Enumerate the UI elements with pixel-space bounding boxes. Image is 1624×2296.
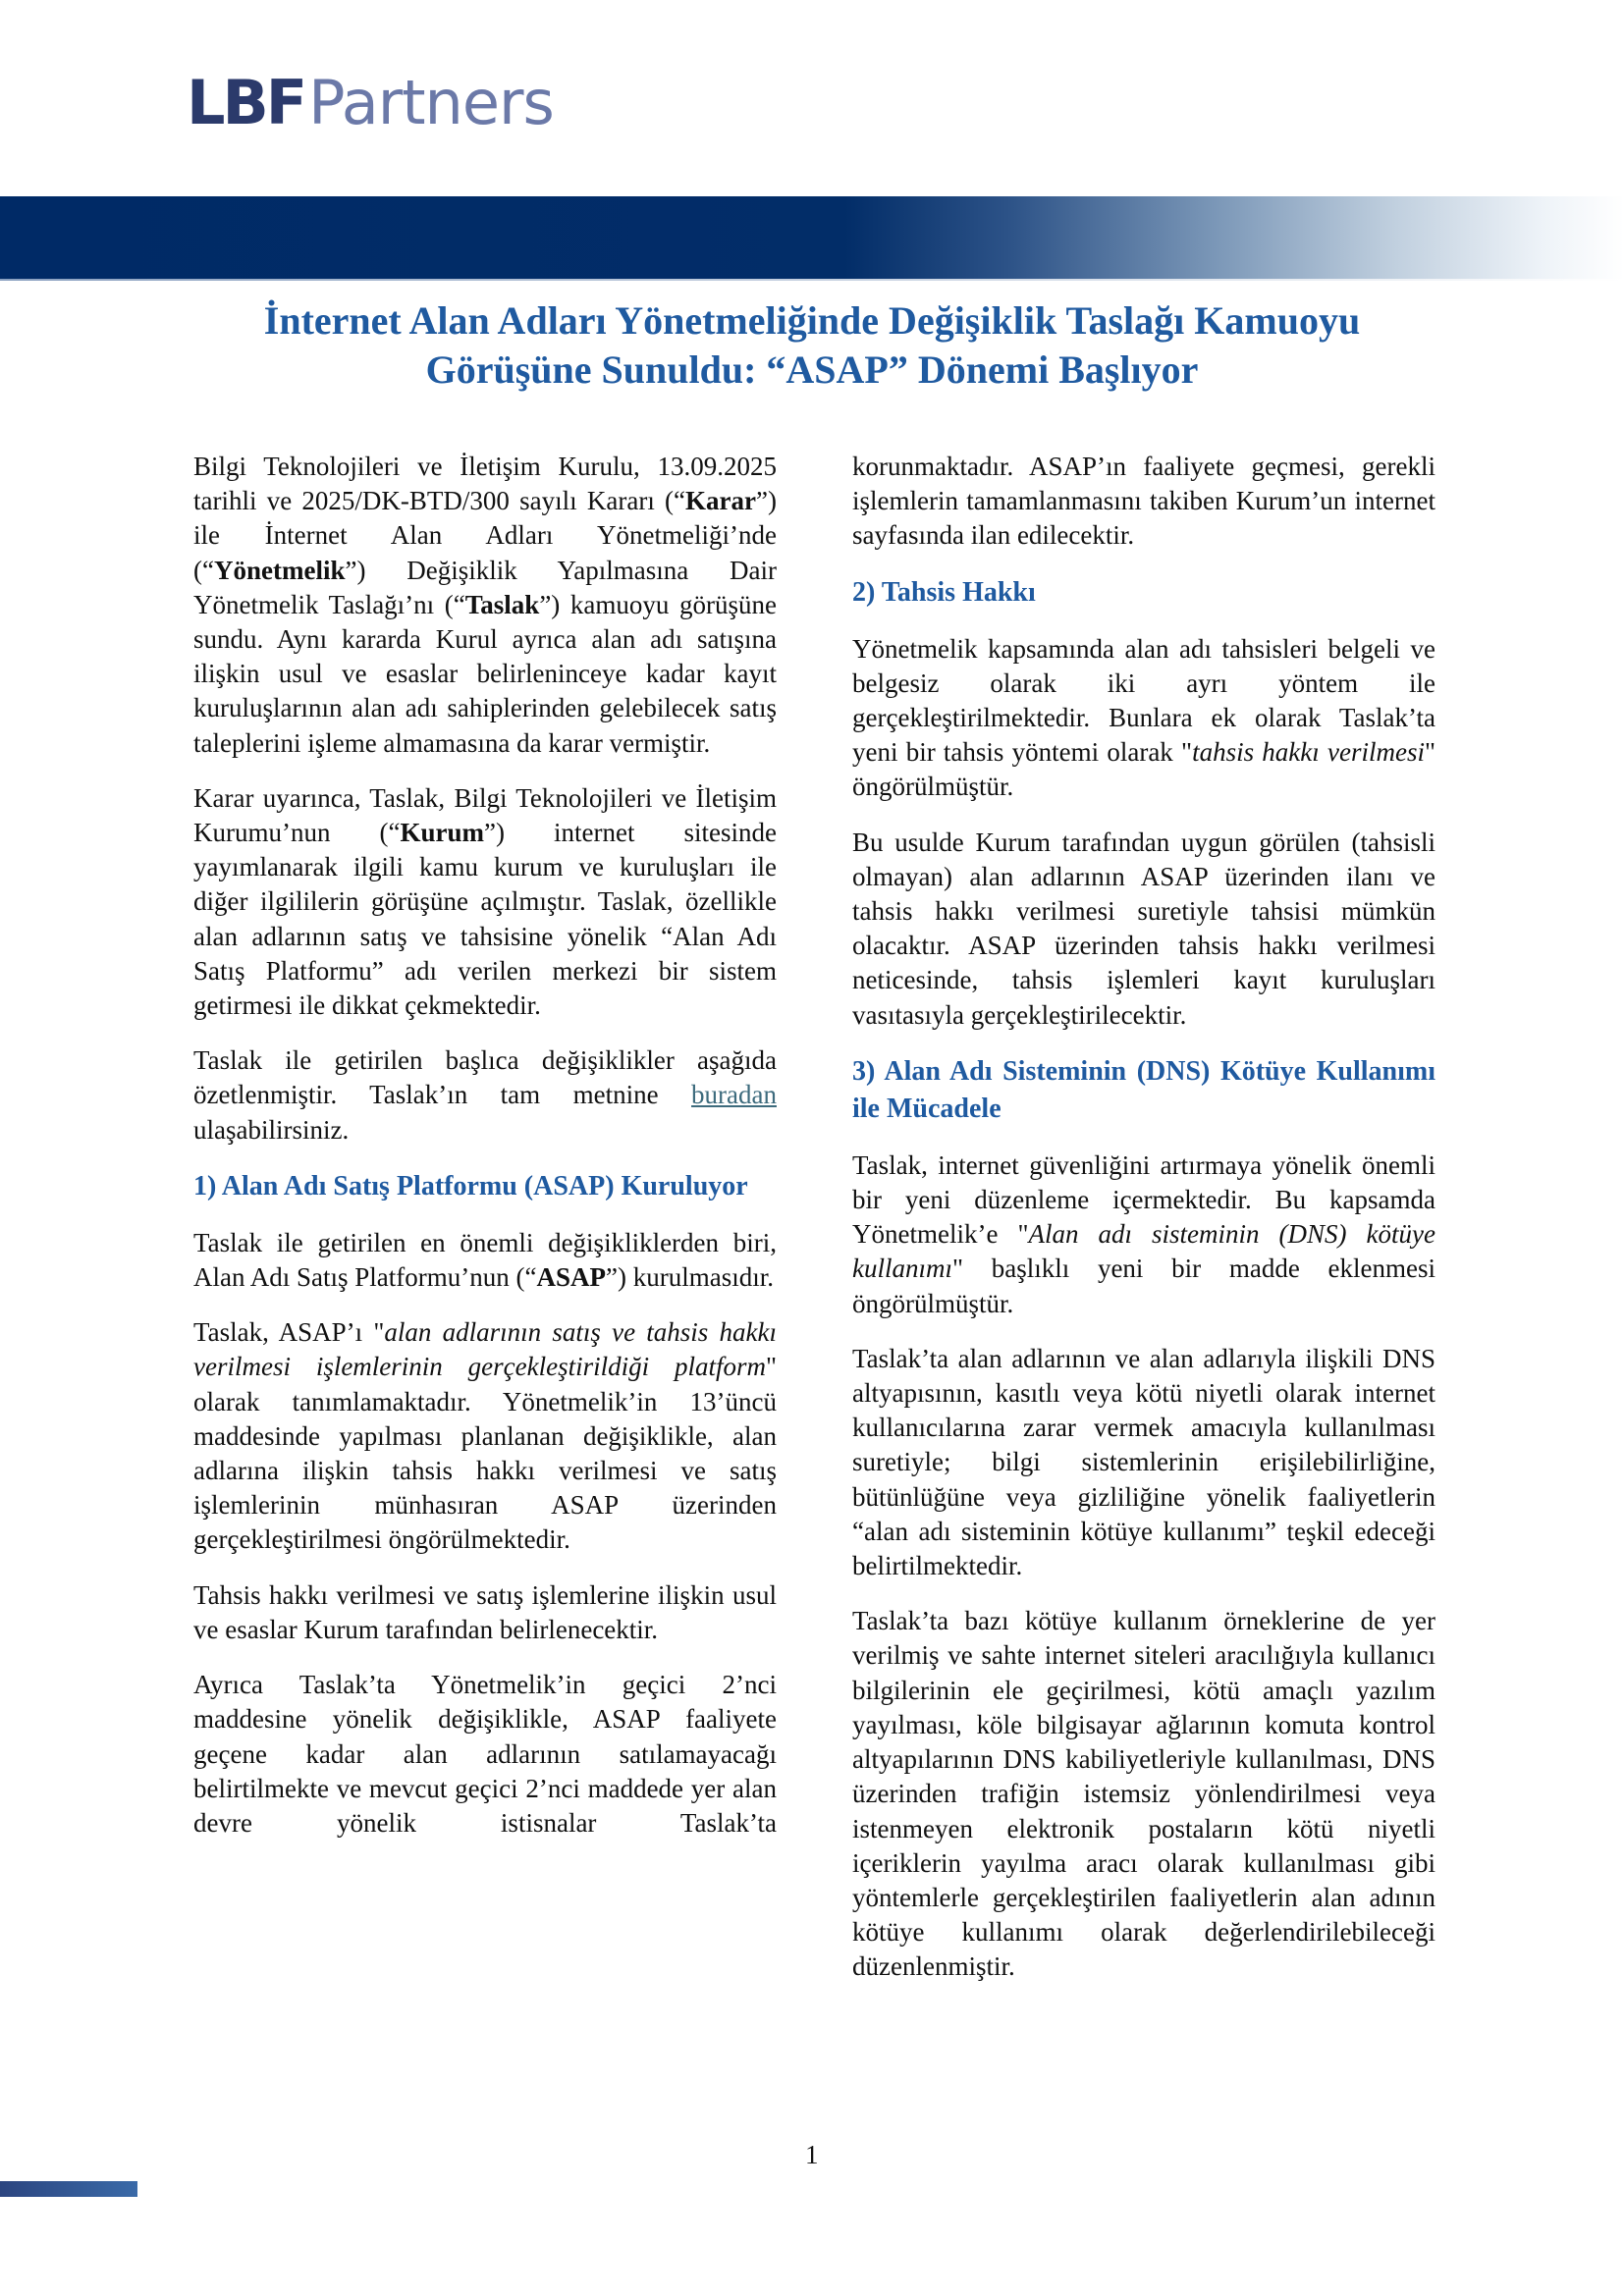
header-banner-edge xyxy=(0,279,1624,281)
section-heading-dns: 3) Alan Adı Sisteminin (DNS) Kötüye Kullanımı ile Mücadele xyxy=(852,1055,1435,1124)
paragraph-dns-examples: Taslak’ta bazı kötüye kullanım örneklerine de yer verilmiş ve sahte internet siteleri aracılığıyla kullanıcı bilgilerinin ele geçirilmesi, kötü amaçlı yazılım yayılması, köle bilgisayar ağlarının komuta kontrol altyapılarının DNS kabiliyetleriyle kullanılması, DNS üzerinden trafiğin istemsiz yönlendirilmesi veya istenmeyen elektronik postaların kötü niyetli içeriklerin yayılma aracı olarak kullanılması gibi yöntemlerle gerçekleştirilen faaliyetlerin alan adının kötüye kullanımı olarak değerlendirilebileceği düzenlenmiştir. xyxy=(852,1606,1435,1982)
section-heading-asap: 1) Alan Adı Satış Platformu (ASAP) Kuruluyor xyxy=(193,1170,748,1201)
text: Taslak ile getirilen en önemli değişikliklerden biri, Alan Adı Satış Platformu’nun (“ xyxy=(193,1227,777,1293)
paragraph-continued: korunmaktadır. ASAP’ın faaliyete geçmesi, gerekli işlemlerin tamamlanmasını takiben Kurum’un internet sayfasında ilan edilecektir. xyxy=(852,452,1435,551)
full-text-link[interactable]: buradan xyxy=(691,1080,777,1110)
intro-paragraph xyxy=(193,450,777,761)
quoted-definition: alan adlarının satış ve tahsis hakkı verilmesi işlemlerinin gerçekleştirildiği platform xyxy=(193,1317,777,1382)
paragraph-asap-intro xyxy=(193,1226,777,1295)
right-column xyxy=(852,450,1435,2005)
paragraph-procedures: Tahsis hakkı verilmesi ve satış işlemlerine ilişkin usul ve esaslar Kurum tarafından belirlenecektir. xyxy=(193,1579,777,1644)
logo-partners: Partners xyxy=(308,67,554,138)
paragraph-tahsis-procedure: Bu usulde Kurum tarafından uygun görülen (tahsisli olmayan) alan adlarının ASAP üzerinden ilanı ve tahsis hakkı verilmesi suretiyle tahsisi mümkün olacaktır. ASAP üzerinden tahsis hakkı verilmesi neticesinde, tahsis işlemleri kayıt kuruluşları vasıtasıyla gerçekleştirilecektir. xyxy=(852,827,1435,1030)
text: ulaşabilirsiniz. xyxy=(193,1114,350,1145)
text: Yönetmelik kapsamında alan adı tahsisleri belgeli ve belgesiz olarak iki ayrı yöntem ile gerçekleştirilmektedir. Bunlara ek olarak Taslak’ta yeni bir tahsis yöntemi olarak " xyxy=(852,633,1435,768)
text: Bilgi Teknolojileri ve İletişim Kurulu, 13.09.2025 tarihli ve 2025/DK-BTD/300 sayılı Kararı (“ xyxy=(193,452,777,516)
paragraph-kurum xyxy=(193,781,777,1023)
company-logo xyxy=(187,69,554,137)
text: ”) kamuoyu görüşüne sundu. Aynı kararda Kurul ayrıca alan adı satışına ilişkin usul ve esaslar belirleninceye kadar kayıt kuruluşlarının alan adı sahiplerinden gelebilecek satış taleplerini işleme almamasına da karar vermiştir. xyxy=(193,589,777,758)
left-column xyxy=(193,450,777,1861)
paragraph-asap-definition xyxy=(193,1315,777,1557)
defined-term-taslak: Taslak xyxy=(464,589,540,619)
title-line-1: İnternet Alan Adları Yönetmeliğinde Değişiklik Taslağı Kamuoyu xyxy=(263,298,1361,343)
defined-term-karar: Karar xyxy=(685,486,757,516)
paragraph-transitional: Ayrıca Taslak’ta Yönetmelik’in geçici 2’nci maddesine yönelik değişiklikle, ASAP faaliyete geçene kadar alan adlarının satılamayacağı belirtilmekte ve mevcut geçici 2’nci maddede yer alan devre yönelik istisnalar Taslak’ta xyxy=(193,1670,777,1838)
text: Karar uyarınca, Taslak, Bilgi Teknolojileri ve İletişim Kurumu’nun (“ xyxy=(193,782,777,848)
section-heading-tahsis: 2) Tahsis Hakkı xyxy=(852,576,1036,608)
header-banner xyxy=(0,196,1624,280)
document-title xyxy=(147,296,1477,395)
footer-accent-bar xyxy=(0,2181,137,2197)
quoted-term: tahsis hakkı verilmesi xyxy=(1192,737,1425,768)
text: ”) kurulmasıdır. xyxy=(605,1262,774,1293)
paragraph-tahsis-methods xyxy=(852,632,1435,805)
text: " başlıklı yeni bir madde eklenmesi öngörülmüştür. xyxy=(852,1254,1435,1318)
text: " olarak tanımlamaktadır. Yönetmelik’in 13’üncü maddesinde yapılması planlanan değişiklikle, alan adlarına ilişkin tahsis hakkı verilmesi ve satış işlemlerinin münhasıran ASAP üzerinden gerçekleştirilmesi öngörülmektedir. xyxy=(193,1352,777,1555)
paragraph-dns-intro xyxy=(852,1148,1435,1321)
page-number: 1 xyxy=(805,2140,819,2169)
paragraph-summary xyxy=(193,1043,777,1148)
logo-lbf: LBF xyxy=(187,67,305,138)
text: ”) ile İnternet Alan Adları Yönetmeliği’nde (“ xyxy=(193,486,777,585)
text: Taslak, internet güvenliğini artırmaya yönelik önemli bir yeni düzenleme içermektedir. Bu kapsamda Yönetmelik’e " xyxy=(852,1149,1435,1250)
text: ”) internet sitesinde yayımlanarak ilgili kamu kurum ve kuruluşları ile diğer ilgililerin görüşüne açılmıştır. Taslak, özellikle alan adlarının satış ve tahsisine yönelik “Alan Adı Satış Platformu” adı verilen merkezi bir sistem getirmesi ile dikkat çekmektedir. xyxy=(193,818,777,1021)
text: " öngörülmüştür. xyxy=(852,737,1435,802)
text: Taslak ile getirilen başlıca değişiklikler aşağıda özetlenmiştir. Taslak’ın tam metnine xyxy=(193,1045,777,1110)
text: ”) Değişiklik Yapılmasına Dair Yönetmelik Taslağı’nı (“ xyxy=(193,555,777,619)
title-line-2: Görüşüne Sunuldu: “ASAP” Dönemi Başlıyor xyxy=(425,347,1199,392)
defined-term-asap: ASAP xyxy=(536,1262,606,1293)
paragraph-dns-definition: Taslak’ta alan adlarının ve alan adlarıyla ilişkili DNS altyapısının, kasıtlı veya kötü niyetli olarak internet kullanıcılarına zarar vermek amacıyla kullanılması suretiyle; bilgi sistemlerinin erişilebilirliğine, bütünlüğüne veya gizliliğine yönelik faaliyetlerin “alan adı sisteminin kötüye kullanımı” teşkil edeceği belirtilmektedir. xyxy=(852,1343,1435,1581)
defined-term-yonetmelik: Yönetmelik xyxy=(213,555,346,585)
text: Taslak, ASAP’ı " xyxy=(193,1317,385,1348)
quoted-article-title: Alan adı sisteminin (DNS) kötüye kullanımı xyxy=(852,1219,1435,1284)
defined-term-kurum: Kurum xyxy=(400,818,484,848)
